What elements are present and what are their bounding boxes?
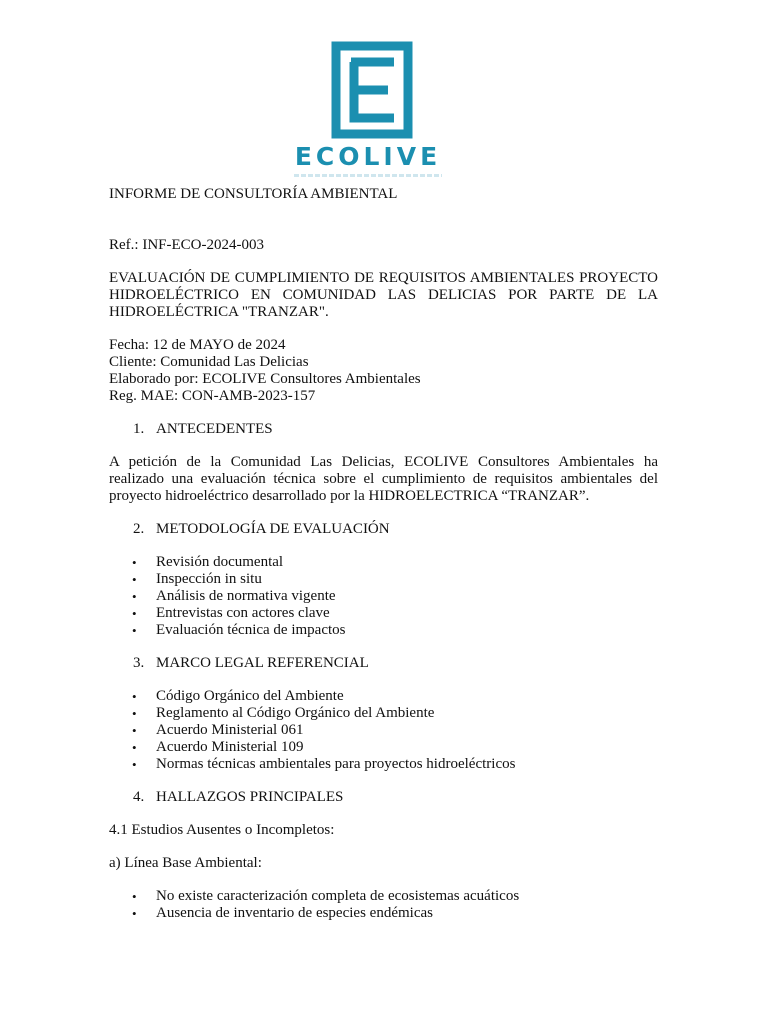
reference-line: Ref.: INF-ECO-2024-003 — [109, 237, 264, 253]
section-title: HALLAZGOS PRINCIPALES — [156, 789, 344, 805]
meta-author: Elaborado por: ECOLIVE Consultores Ambientales — [109, 371, 421, 387]
list-item-text: Análisis de normativa vigente — [156, 588, 336, 604]
bullet-icon: • — [132, 555, 137, 570]
subsection-label: a) Línea Base Ambiental: — [109, 855, 262, 871]
hallazgos-list — [109, 888, 658, 922]
metodologia-list — [109, 554, 658, 639]
section-number: 3. — [133, 655, 145, 671]
section-number: 1. — [133, 421, 145, 437]
report-body — [109, 186, 658, 922]
brand-wordmark: ECOLIVE — [294, 142, 442, 171]
list-item-text: Evaluación técnica de impactos — [156, 622, 346, 638]
list-item — [109, 571, 658, 588]
bullet-icon: • — [132, 757, 137, 772]
subsection-heading: 4.1 Estudios Ausentes o Incompletos: — [109, 822, 335, 838]
section-title: METODOLOGÍA DE EVALUACIÓN — [156, 521, 390, 537]
list-item — [109, 554, 658, 571]
bullet-icon: • — [132, 589, 137, 604]
bullet-icon: • — [132, 606, 137, 621]
bullet-icon: • — [132, 906, 137, 921]
bullet-icon: • — [132, 889, 137, 904]
list-item-text: Código Orgánico del Ambiente — [156, 688, 344, 704]
ecolive-logo — [288, 40, 448, 180]
list-item-text: Entrevistas con actores clave — [156, 605, 330, 621]
bullet-icon: • — [132, 623, 137, 638]
bullet-icon: • — [132, 740, 137, 755]
brand-tagline — [294, 174, 442, 177]
ecolive-logo-mark-icon — [288, 40, 448, 140]
list-item-text: Reglamento al Código Orgánico del Ambiente — [156, 705, 435, 721]
section-heading-marco-legal — [109, 655, 658, 672]
list-item — [109, 622, 658, 639]
section-heading-hallazgos — [109, 789, 658, 806]
list-item — [109, 722, 658, 739]
list-item — [109, 756, 658, 773]
section-number: 2. — [133, 521, 145, 537]
report-title: INFORME DE CONSULTORÍA AMBIENTAL — [109, 186, 398, 202]
meta-date: Fecha: 12 de MAYO de 2024 — [109, 337, 286, 353]
list-item — [109, 605, 658, 622]
section-number: 4. — [133, 789, 145, 805]
list-item — [109, 739, 658, 756]
meta-registry: Reg. MAE: CON-AMB-2023-157 — [109, 388, 316, 404]
bullet-icon: • — [132, 723, 137, 738]
bullet-icon: • — [132, 689, 137, 704]
list-item-text: Acuerdo Ministerial 109 — [156, 739, 304, 755]
list-item-text: Acuerdo Ministerial 061 — [156, 722, 304, 738]
section-title: ANTECEDENTES — [156, 421, 273, 437]
list-item — [109, 705, 658, 722]
marco-legal-list — [109, 688, 658, 773]
list-item-text: No existe caracterización completa de ecosistemas acuáticos — [156, 888, 520, 904]
report-subject: EVALUACIÓN DE CUMPLIMIENTO DE REQUISITOS AMBIENTALES PROYECTO HIDROELÉCTRICO EN COMUNIDAD LAS DELICIAS POR PARTE DE LA HIDROELÉCTRICA "TRANZAR". — [109, 270, 658, 320]
list-item-text: Ausencia de inventario de especies endémicas — [156, 905, 433, 921]
list-item-text: Normas técnicas ambientales para proyectos hidroeléctricos — [156, 756, 516, 772]
list-item — [109, 905, 658, 922]
bullet-icon: • — [132, 706, 137, 721]
list-item-text: Inspección in situ — [156, 571, 262, 587]
section-heading-antecedentes — [109, 421, 658, 438]
bullet-icon: • — [132, 572, 137, 587]
list-item — [109, 588, 658, 605]
meta-client: Cliente: Comunidad Las Delicias — [109, 354, 309, 370]
list-item-text: Revisión documental — [156, 554, 284, 570]
section-title: MARCO LEGAL REFERENCIAL — [156, 655, 369, 671]
antecedentes-paragraph: A petición de la Comunidad Las Delicias, ECOLIVE Consultores Ambientales ha realizado una evaluación técnica sobre el cumplimiento de requisitos ambientales del proyecto hidroeléctrico desarrollado por la HIDROELECTRICA “TRANZAR”. — [109, 454, 658, 504]
list-item — [109, 888, 658, 905]
list-item — [109, 688, 658, 705]
section-heading-metodologia — [109, 521, 658, 538]
